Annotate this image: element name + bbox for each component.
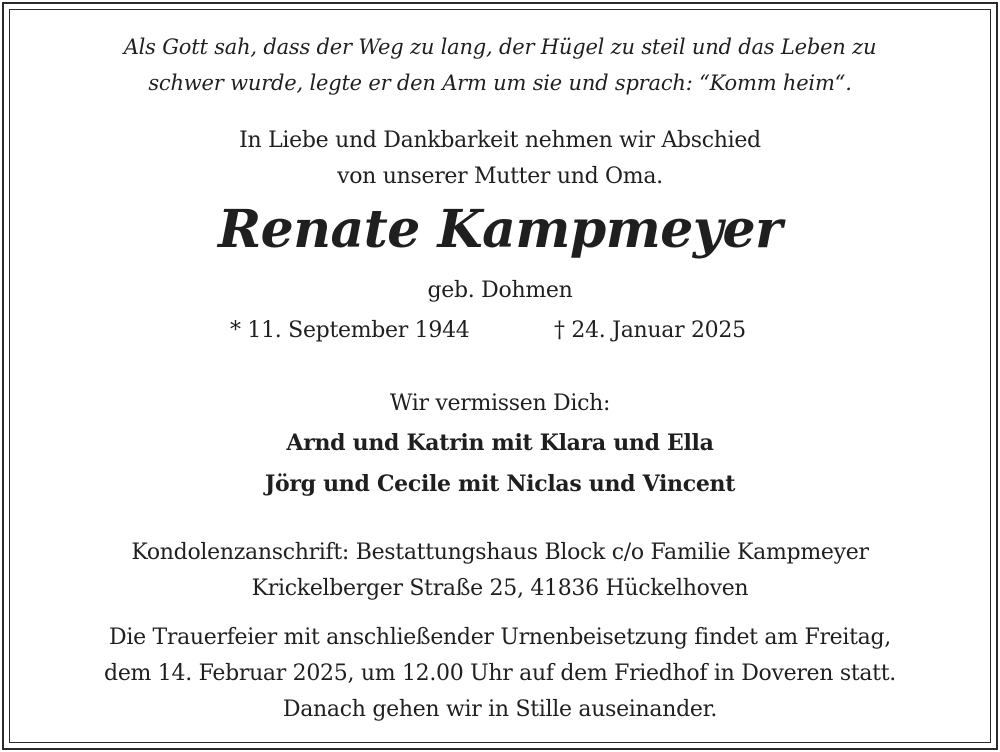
mourner-line-2: Jörg und Cecile mit Niclas und Vincent [264,471,736,497]
condolence-line-1: Kondolenzanschrift: Bestattungshaus Block c/o Familie Kampmeyer [131,540,869,565]
quote-line-1: Als Gott sah, dass der Weg zu lang, der Hügel zu steil und das Leben zu [123,35,877,59]
ceremony-line-3: Danach gehen wir in Stille auseinander. [282,697,718,722]
ceremony-line-2: dem 14. Februar 2025, um 12.00 Uhr auf dem Friedhof in Doveren statt. [104,661,896,686]
mourner-line-1: Arnd und Katrin mit Klara und Ella [286,430,714,456]
quote-line-2: schwer wurde, legte er den Arm um sie und sprach: “Komm heim“. [148,71,852,95]
ceremony-line-1: Die Trauerfeier mit anschließender Urnenbeisetzung findet am Freitag, [109,625,891,650]
life-dates [0,320,1000,350]
birth-date: * 11. September 1944 [230,318,470,343]
deceased-name: Renate Kampmeyer [217,199,783,260]
intro-line-2: von unserer Mutter und Oma. [337,164,663,189]
condolence-line-2: Krickelberger Straße 25, 41836 Hückelhoven [251,576,749,601]
death-date: † 24. Januar 2025 [554,318,746,343]
intro-line-1: In Liebe und Dankbarkeit nehmen wir Abschied [239,128,761,153]
maiden-name: geb. Dohmen [427,278,573,303]
mourners-intro: Wir vermissen Dich: [389,391,611,416]
